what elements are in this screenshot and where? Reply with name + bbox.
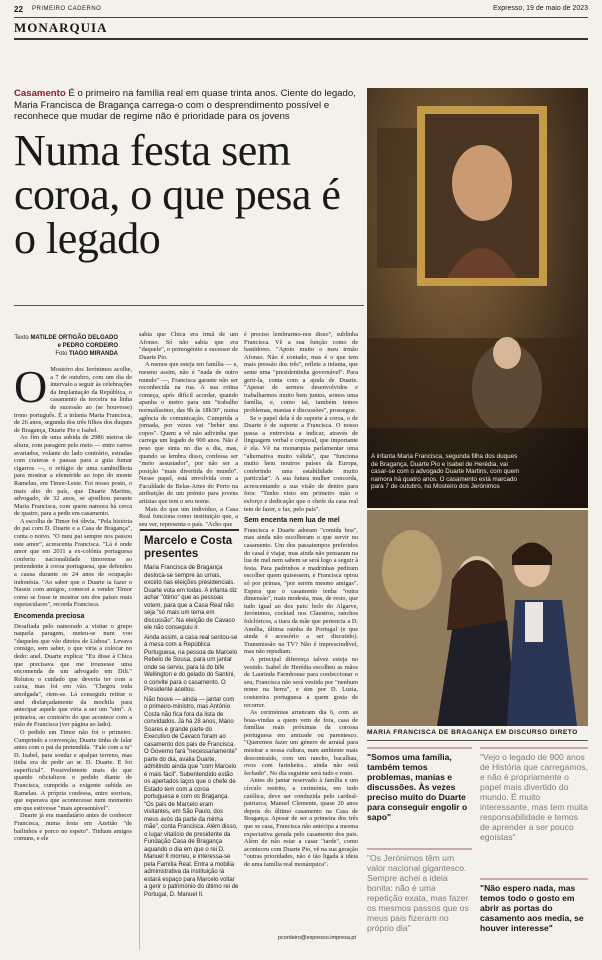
paragraph: é preciso lembrarmo-nos disso", sublinha Francisca. Vê a sua função como de bastidores. "Apoio muito o meu irmão Afonso. Não é contado, mas é o que tem mais pressão dos três", reflete a infanta, que sente uma "presidentinha governável". Para gerir-la, conta com a ajuda de Duarte. "Apesar de sermos desenvolvidos e trabalharmos muito bem juntos, somos uma família, e, como tal, também temos problemas, manias e discussões", prossegue.: [244, 331, 358, 414]
section-divider: [14, 38, 588, 40]
quote-rule: [480, 878, 588, 880]
byline-photographer: TIAGO MIRANDA: [69, 351, 118, 357]
photo-caption-1: A infanta Maria Francisca, segunda filha dos duques de Bragança, Duarte Pio e Isabel de Herédia, vai casar-se com o advogado Duarte Martins, com quem namora há quatro anos. O casamento está marcado para 7 de outubro, no Mosteiro dos Jerónimos: [371, 453, 520, 491]
paragraph: A principal diferença talvez esteja no vestido. Isabel de Herédia escolheu as mãos de Laurinda Farmhouse para confeccionar o seu, Francisca não será vestida por "nenhum nome na berra", e sim por D. Luzia, costureira portuguesa a quem gosta de recorrer.: [244, 655, 358, 709]
drop-cap: O: [14, 361, 48, 412]
quote-rule: [367, 747, 472, 749]
lead-text: É o primeiro na família real em quase trinta anos. Ciente do legado, Maria Francisca de Bragança carrega-o com o desprendimento possível e reconhece que mudar de regime não é prioridade para os jovens: [14, 88, 356, 123]
article-lead: [14, 88, 358, 123]
photo-couple: [367, 510, 588, 726]
byline-photo-label: Foto: [55, 351, 68, 357]
paragraph: Antes do jantar reservado à família e um círculo restrito, a cerimónia, em tudo católica, deve ser conduzida pelo cardeal-patriarca, Manuel Clemente, quase 20 anos depois do último casamento na Casa de Bragança. Apesar de ser a primeira dos três que se casa, Francisca não antecipa a mesma expectativa gerada pelo casamento dos pais. Além de não estar a casar "tarde", como aconteceu com Duarte Pio, vê na sua geração "outras prioridades, não é tão ligada à ideia de uma família real monárquica".: [244, 777, 358, 868]
quote-rule: [367, 848, 472, 850]
subheading: Encomenda preciosa: [14, 613, 85, 620]
quotes-divider: [367, 740, 588, 741]
byline-text-label: Texto: [14, 335, 29, 341]
paragraph: Maria Francisca de Bragança desloca-se sempre às urnas, exceto nas eleições presidenciais. Duarte vota em todas. A infanta diz achar "ótimo" que as pessoas votem, para que a Casa Real não seja "só mais um tema em discussão". Na eleição de Cavaco ele não conseguiu ir.: [144, 565, 238, 631]
sidebar-box: [139, 529, 239, 950]
quotes-section-label: MARIA FRANCISCA DE BRAGANÇA EM DISCURSO DIRETO: [367, 729, 578, 736]
paragraph: Duarte já era mandatário antes de conhecer Francisca, numa festa em Azeitão "de bailinhos e porco no espeto". Tinham amigos comuns, e ele: [14, 812, 132, 843]
paragraph: Mosteiro dos Jerónimos acolhe, a 7 de outubro, com um dia de intervalo a seguir às celebrações da Implantação da República, o casamento da terceira na linha de sucessão ao (se houvesse) trono português. É a infanta Maria Francisca, de 26 anos, segunda dos três filhos dos duques de Bragança, Duarte Pio e Isabel.: [14, 366, 132, 434]
article-headline: Numa festa sem coroa, o que pesa é o legado: [14, 126, 341, 263]
publication-date: Expresso, 19 de maio de 2023: [493, 5, 588, 12]
author-email: pcordeiro@expresso.impresa.pt: [277, 935, 356, 941]
pull-quote: "Os Jerónimos têm um valor nacional gigantesco. Sempre achei a ideia bonita: não é uma repetição exata, mas fazer os mesmos passos que os meus pais fizeram no próprio dia": [367, 853, 469, 933]
article-column-2: [139, 331, 238, 528]
paragraph: A escolha de Timor foi óbvia. "Pela história do pai com D. Duarte e a Casa de Bragança", conta o noivo. "O meu pai sempre nos passou este amor", acrescenta Francisca. "Lá é onde amor que em 2011 a ex-colónia portuguesa conferiu nacionalidade timorense ao pretendente à coroa portuguesa, que defendeu a causa durante os 24 anos de ocupação indonésia. "Ao saber que o Duarte ia fazer o Nassiz com amigos, comecei a vender Timor como se fosse te mostrar um dos países mais espetaculares", recorda Francisca.: [14, 517, 132, 609]
paragraph: As cerimónias arrancam dia 6, com as boas-vindas a quem vem de fora, casa de famílias reais próximas da corossa portuguesa em amizade ou parentesco. "Queremos fazer um género de arraial para mostrar a nossa cultura, num ambiente mais descontraído, com um rancho, bacalhau, ovos com farinheira... ainda não está fechado". No dia seguinte será tudo e rosto.: [244, 709, 358, 777]
pull-quote: "Vejo o legado de 900 anos de História que carregamos, e não é propriamente o papel mais divertido do mundo. É muito interessante, mas tem muita responsabilidade e temos de aprender a ser pouco egoístas": [480, 752, 588, 842]
page-header: [14, 3, 588, 17]
sidebar-top-rule: [140, 529, 239, 531]
quote-rule: [480, 747, 588, 749]
photo-illustration: [367, 88, 588, 508]
paragraph: O pedido em Timor não foi o primeiro. Cumprindo a convenção, Duarte tinha de falar antes com o pai da pretendida. "Fale com a tu" D. Isabel, para sondar e apalpar terreno, mas tinha era de pedir ao sr. D. Duarte. E foi superficial". Possivelmente mais do que quando oficializou o pedido diante de Francisca, cumprida a exigente subida ao Ramelau. A própria confessa, entre sorrisos, que esperava que acontecesse num momento em que estivesse "mais apresentável".: [14, 728, 132, 812]
byline-authors: MATILDE ORTIGÃO DELGADO e PEDRO CORDEIRO: [30, 335, 118, 349]
paragraph: Francisca e Duarte adoram "comida boa", mas ainda não escolheram o que servir no casamento. Um dos passatempos preferidos do casal é viajar, mas ainda não pensaram na lua de mel nem sabem se será logo a seguir à festa. Para padrinhos e madrinhas pediram escolher quem quisessem, e Francisca optou só por primas, "por serem mesmo amigas". Espera que o casamento tenha "outra dimensão", mais modesta, mas, de resto, que tudo igual ao dos pais: bolo do Algarve, Jerónimos, cocktail nos Claustros, ranchos folclóricos, a tiara da mãe que pertencia a D. Amélia, última rainha de Portugal (e que ainda é acessório a ser discutido). Transmissão na TV? Não é imprescindível, mas não repudiam.: [244, 526, 358, 656]
headline-divider: [14, 305, 364, 306]
article-kicker: Casamento: [14, 88, 66, 99]
article-column-1: [14, 361, 132, 951]
sidebar-title: Marcelo e Costa presentes: [144, 535, 233, 560]
sidebar-body: [140, 561, 239, 945]
paragraph: sabia que Chica era irmã de um Afonso. Só não sabia que era "daquele", o primogénito e sucessor de Duarte Pio.: [139, 331, 238, 361]
paragraph: A menos que esteja em família — e, mesmo assim, não é "nada de outro mundo" —, Francisca garante não ser reconhecida na rua. A sua rotina começa, após difícil acordar, quando apanha o metro para um "trabalho normalíssimo, das 9h às 18h30", numa agência de comunicação. Cumprida a jornada, por vezes vai "beber uns copos". Quem a vê não adivinha que carrega um legado de 900 anos. Não é peso que sinta no dia a dia, mas, quando se lembra disso, confessa ser "meio assustador", por não ser a posição "mais divertida do mundo". Nesse papel, está envolvida com a Faculdade de Belas-Artes do Porto na atribuição de um prémio para jovens artistas que tem o seu nome.: [139, 361, 238, 506]
page-number: 22: [14, 5, 23, 14]
section-title: MONARQUIA: [14, 20, 108, 35]
pull-quote: "Não espero nada, mas temos todo o gosto em abrir as portas do casamento aos media, se houver interesse": [480, 883, 584, 933]
byline: [14, 334, 118, 358]
paragraph: Não houve — ainda — jantar com o primeiro-ministro, mas António Costa não fica fora da lista de convidados. Já há 28 anos, Mário Soares e grande parte do Executivo de Cavaco foram ao casamento dos pais de Francisca. O Governo fará "necessariamente" parte do dia, avalia Duarte, admitindo ainda que "com Marcelo é mais fácil". Subentendido estão os apertados laços que o chefe de Estado tem com a coroa portuguesa e com os Bragança. "Os pais de Marcelo eram visitantes, em São Paulo, dos meus avós da parte da minha mãe", conta Francisca. Além disso, o lugar vitalício de presidente da Fundação Casa de Bragança aquando o dia em que o rei D. Manuel II morreu, e interessa-se pela Família Real. Entra a mobilia administrativa da instituição lá estará espaço para Marcelo voltar a gerir o património do último rei de Portugal, D. Manuel II.: [144, 696, 239, 898]
paragraph: Se o papel dela é de suporte à coroa, o de Duarte é de suporte a Francisca. O nosso passa a entrevista a indicar, através de linguagem verbal e corporal, que importante é ela. Vê na monarquia parlamentar uma "alternativa muito válida", que "funciona muito bem noutros países da Europa, conferindo uma estabilidade muito particular". A sua futura mulher concorda, acrescentando a sua visão de dentro para fora: "Tenho visto em primeiro mão o esforço e dedicação que o chefe da casa real tem de fazer, e faz, pelo país".: [244, 414, 358, 513]
photo-portrait-room: [367, 88, 588, 508]
photo-couple-illustration: [367, 510, 588, 726]
paragraph: Mais do que um indivíduo, a Casa Real funciona como instituição que, a seu ver, representa o país. "Acho que: [139, 505, 238, 528]
subheading: Sem encenta nem lua de mel: [244, 517, 340, 525]
article-column-3: [244, 331, 358, 931]
pull-quote: "Somos uma família, também temos problemas, manias e discussões. Às vezes preciso muito do Duarte para conseguir engolir o sapo": [367, 752, 468, 822]
header-divider: [14, 17, 588, 18]
paragraph: Desafiada pelo namorado a visitar o grupo naquela paragem, meteu-se num voo "daqueles que vão diretos de Lisboa". Levava consigo, sem saber, o que viria a colocar no dedo: anel. Duarte explica: "Eu disse à Chica que precisava que me trouxesse uma encomenda de um advogado em Dili." Relutou o cuidado que deveria ter com a caixa, mas foi em vão. "Chegou toda amolgada", riem-se. Lá conseguiu retirar o anel disfarçadamente da mochila para antecipar aquele que viria a ser um "sim". A primeira, ao contrário do que acontece com a mão de Francisca (ver página ao lado).: [14, 622, 132, 729]
paragraph: Ao fim de uma subida de 2986 metros de altura, com paragem pelo meio — entre carros avariados, volante do lado contrário, estradas com crateras e pausas para a guia fumar cigarros —, o refúgio de uma cambuflhota para mostrar a efeméride ao topo do monte Ramelau, em Timor-Leste. Foi nosso posto, o mais alto do país, que Duarte Martins, advogado, de 32 anos, se ajoelhou perante Maria Francisca, com quem namora há cerca de quatro, para a pedir em casamento.: [14, 434, 132, 518]
paragraph: Ainda assim, a casa real sentou-se à mesa com a República Portuguesa, na pessoa de Marcelo Rebelo de Sousa, para um jantar onde se serviu, para lá do bife Wellington e do gelado do Santini, o convite para o casamento. O Presidente aceitou.: [144, 634, 238, 693]
section-label-small: PRIMEIRO CADERNO: [32, 6, 102, 12]
